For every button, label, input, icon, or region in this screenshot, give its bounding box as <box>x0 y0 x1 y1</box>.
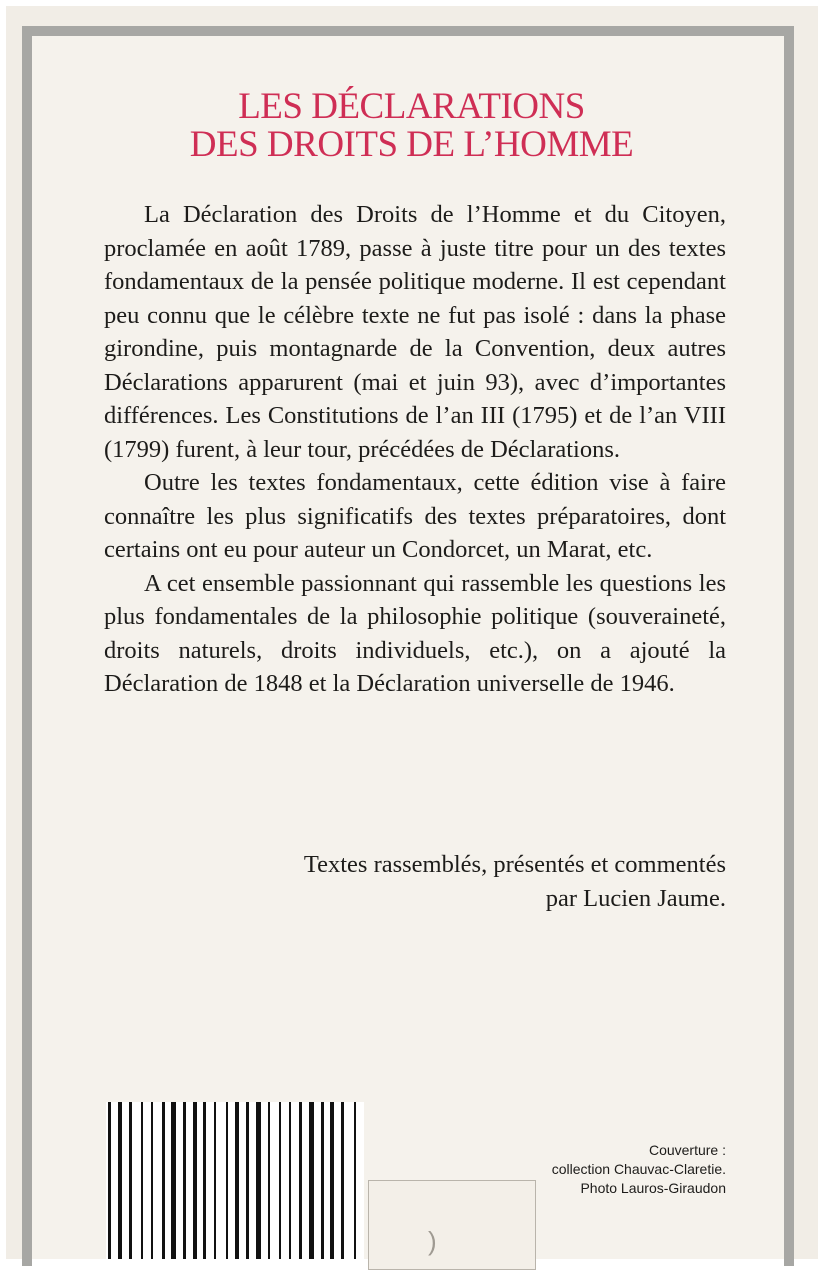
barcode-bar <box>183 1102 186 1259</box>
credits-line-1: Textes rassemblés, présentés et commentés <box>303 851 726 878</box>
barcode-bar <box>235 1102 239 1259</box>
photo-credit-line-2: collection Chauvac-Claretie. <box>551 1161 726 1177</box>
blurb-paragraph-1: La Déclaration des Droits de l’Homme et du Citoyen, proclamée en août 1789, passe à juste titre pour un des textes fondamentaux de la pensée politique moderne. Il est cependant peu connu que le célèbre texte ne fut pas isolé : dans la phase girondine, puis montagnarde de la Convention, deux autres Déclarations apparurent (mai et juin 93), avec d’importantes différences. Les Constitutions de l’an III (1795) et de l’an VIII (1799) furent, à leur tour, précédées de Déclarations. <box>104 201 726 463</box>
blurb <box>104 198 726 701</box>
photo-credit-line-1: Couverture : <box>648 1142 726 1158</box>
barcode-bar <box>268 1102 270 1259</box>
barcode-bar <box>256 1102 261 1259</box>
barcode-bar <box>151 1102 153 1259</box>
barcode-bar <box>354 1102 356 1259</box>
blurb-paragraph-2: Outre les textes fondamentaux, cette édition vise à faire connaître les plus significatifs des textes préparatoires, dont certains ont eu pour auteur un Condorcet, un Marat, etc. <box>104 469 726 563</box>
barcode-bar <box>141 1102 143 1259</box>
barcode-bar <box>321 1102 324 1259</box>
barcode-bar <box>226 1102 228 1259</box>
barcode-bar <box>289 1102 291 1259</box>
barcode-bar <box>341 1102 344 1259</box>
barcode-bar <box>246 1102 249 1259</box>
barcode-bar <box>171 1102 176 1259</box>
barcode-bar <box>193 1102 197 1259</box>
barcode-bar <box>108 1102 111 1259</box>
book-title <box>0 88 823 164</box>
photo-credit-line-3: Photo Lauros-Giraudon <box>580 1180 726 1196</box>
sticker-mark: ) <box>428 1226 437 1256</box>
barcode-bar <box>330 1102 334 1259</box>
barcode-bar <box>203 1102 206 1259</box>
barcode-bar <box>118 1102 122 1259</box>
barcode-bar <box>299 1102 302 1259</box>
title-line-2: DES DROITS DE L’HOMME <box>189 124 634 165</box>
barcode-bar <box>214 1102 216 1259</box>
barcode <box>106 1102 364 1259</box>
title-line-1: LES DÉCLARATIONS <box>238 86 585 127</box>
credits-line-2: par Lucien Jaume. <box>545 884 726 912</box>
editor-credits <box>104 848 726 915</box>
photo-credit <box>480 1141 726 1198</box>
barcode-bar <box>309 1102 314 1259</box>
barcode-bar <box>162 1102 165 1259</box>
barcode-bar <box>129 1102 132 1259</box>
blurb-paragraph-3: A cet ensemble passionnant qui rassemble les questions les plus fondamentales de la philosophie politique (souveraineté, droits naturels, droits individuels, etc.), on a ajouté la Déclaration de 1848 et la Déclaration universelle de 1946. <box>104 569 726 697</box>
barcode-bar <box>279 1102 281 1259</box>
